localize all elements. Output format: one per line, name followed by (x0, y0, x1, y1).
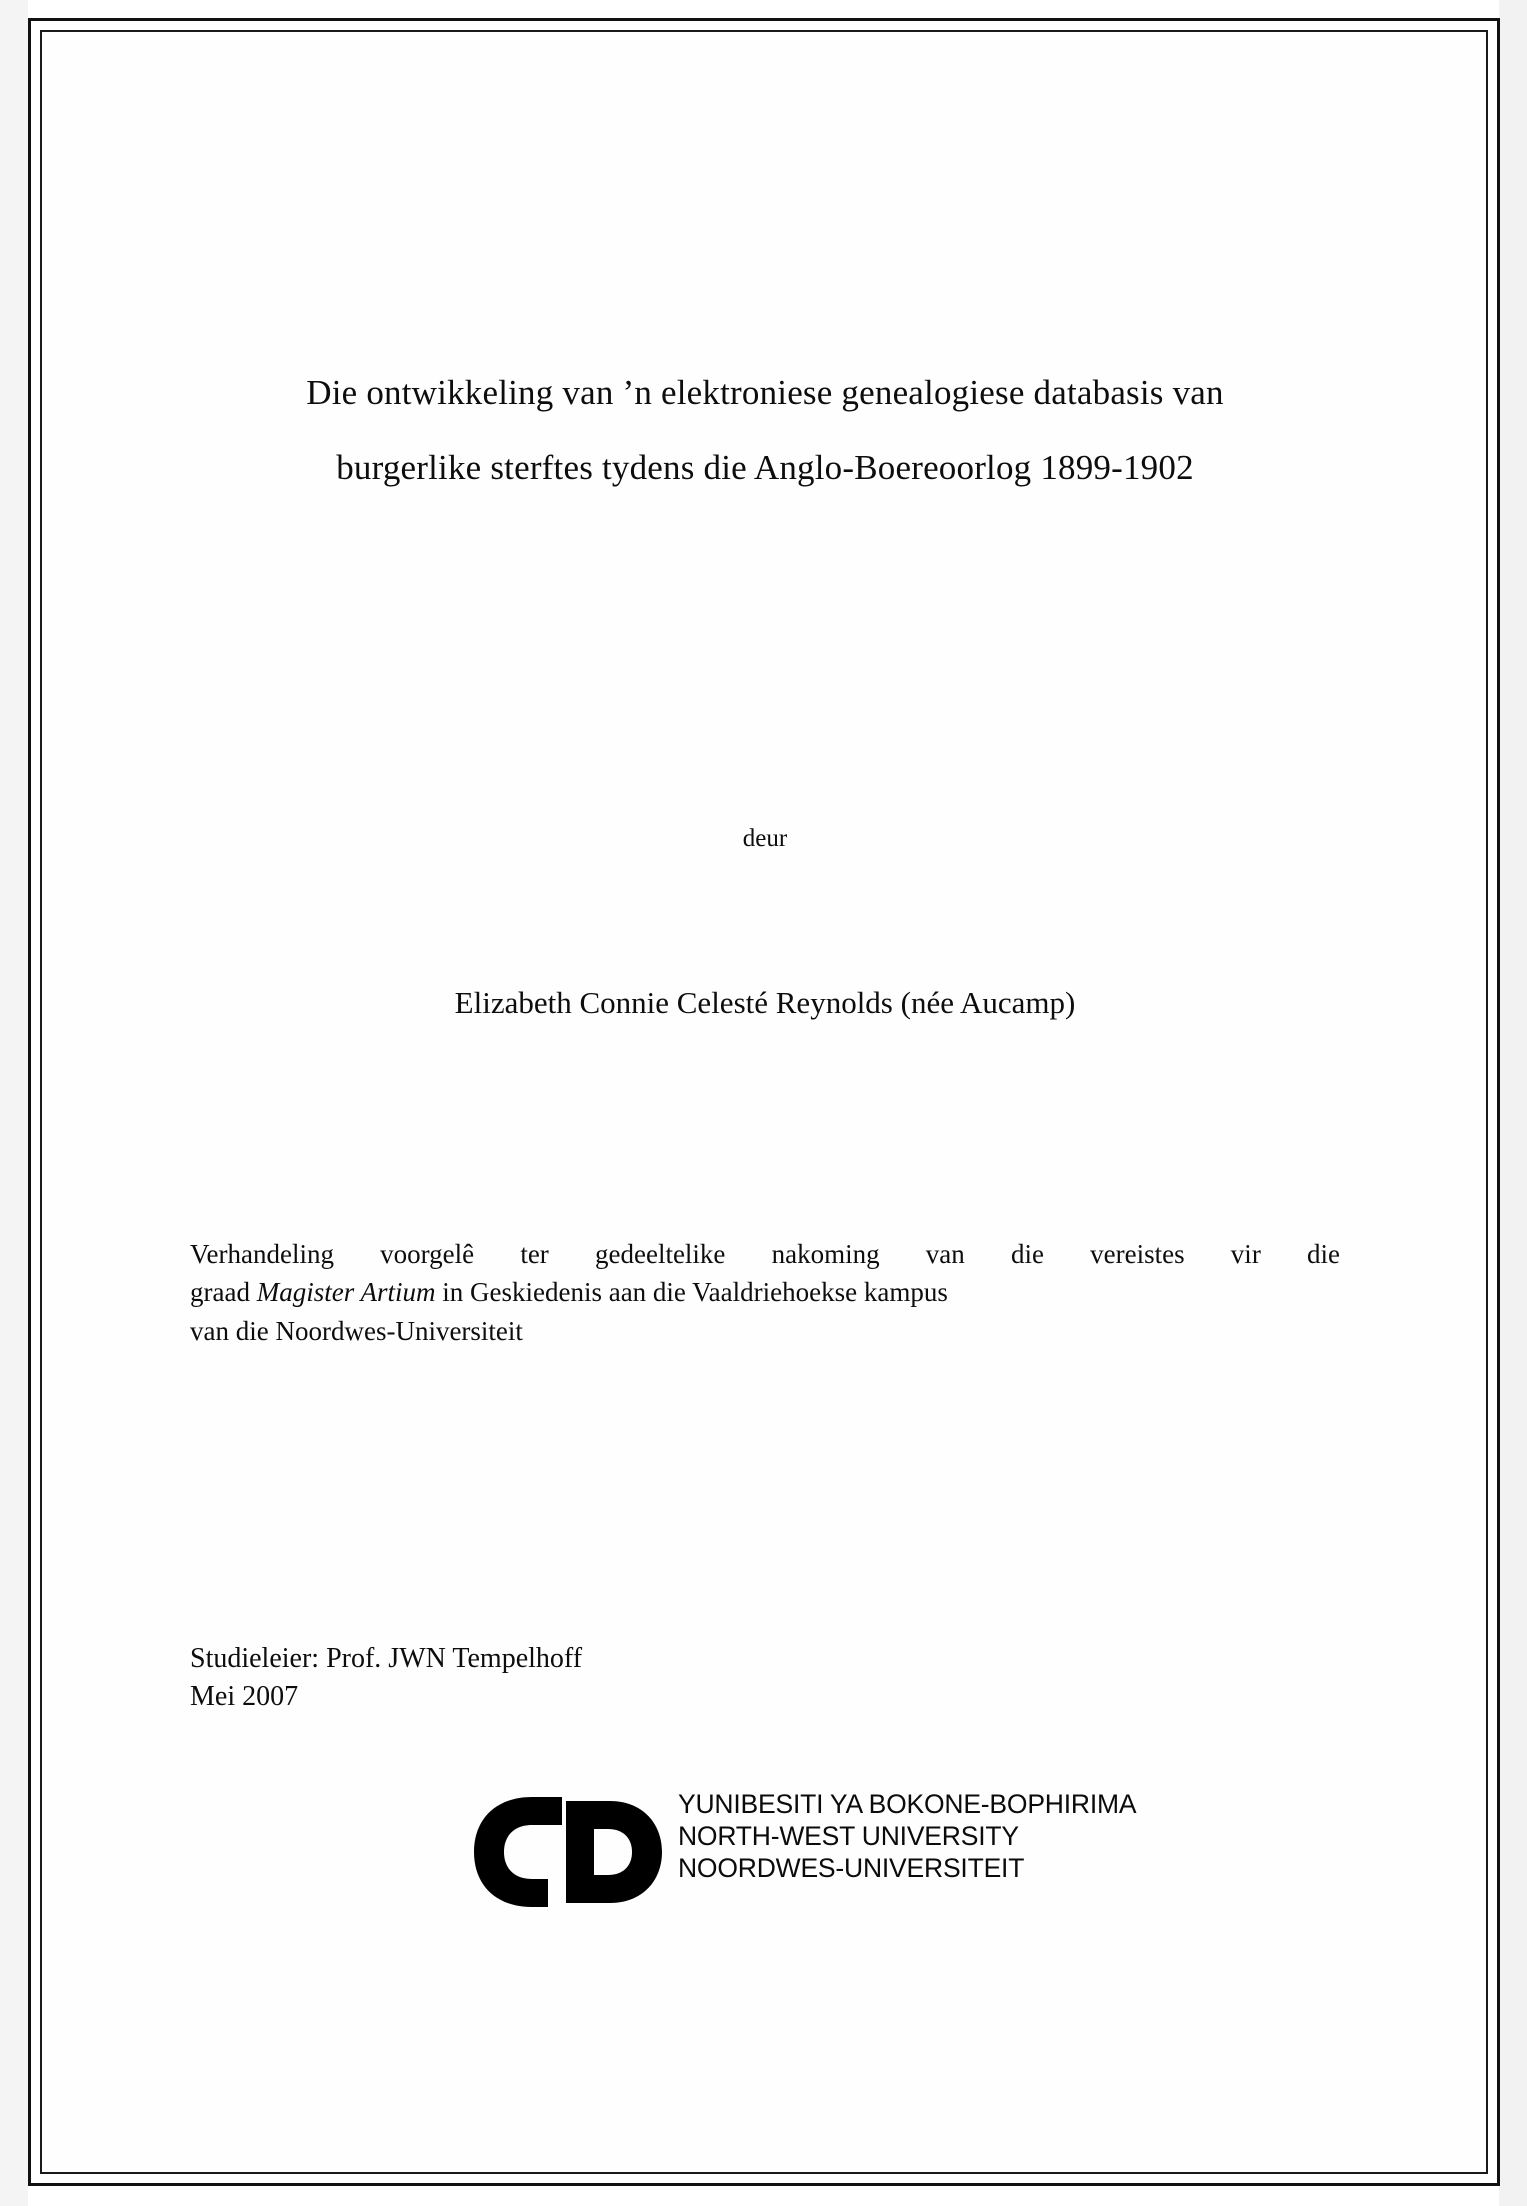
north-west-university-logo-icon (470, 1793, 670, 1911)
statement-line-1: Verhandeling voorgelê ter gedeeltelike nakoming van die vereistes vir die (190, 1239, 1340, 1269)
university-logo-text (678, 1789, 1136, 1884)
page-title (185, 375, 1345, 485)
scan-edge-left (0, 0, 28, 2206)
degree-statement (190, 1235, 1340, 1350)
logo-text-line-2: NORTH-WEST UNIVERSITY (678, 1820, 1019, 1851)
statement-line-2-pre: graad (190, 1277, 257, 1308)
scan-edge-right (1499, 0, 1527, 2206)
statement-line-2 (190, 1273, 1340, 1311)
supervisor-block (190, 1640, 1190, 1716)
author-name: Elizabeth Connie Celesté Reynolds (née Aucamp) (454, 985, 1076, 1020)
title-page-content (185, 30, 1345, 2174)
by-label: deur (742, 825, 788, 852)
logo-text-line-3: NOORDWES-UNIVERSITEIT (678, 1852, 1025, 1883)
date-line: Mei 2007 (190, 1680, 299, 1712)
title-line-2: burgerlike sterftes tydens die Anglo-Boereoorlog 1899-1902 (336, 448, 1194, 487)
statement-line-2-post: in Geskiedenis aan die Vaaldriehoekse kampus (435, 1277, 948, 1308)
title-line-1: Die ontwikkeling van ’n elektroniese genealogiese databasis van (306, 373, 1224, 412)
university-logo (470, 1785, 1137, 1920)
logo-text-line-1: YUNIBESITI YA BOKONE-BOPHIRIMA (678, 1789, 1137, 1819)
supervisor-line: Studieleier: Prof. JWN Tempelhoff (190, 1643, 583, 1674)
statement-line-3: van die Noordwes-Universiteit (190, 1315, 523, 1346)
statement-degree-name: Magister Artium (256, 1277, 436, 1308)
